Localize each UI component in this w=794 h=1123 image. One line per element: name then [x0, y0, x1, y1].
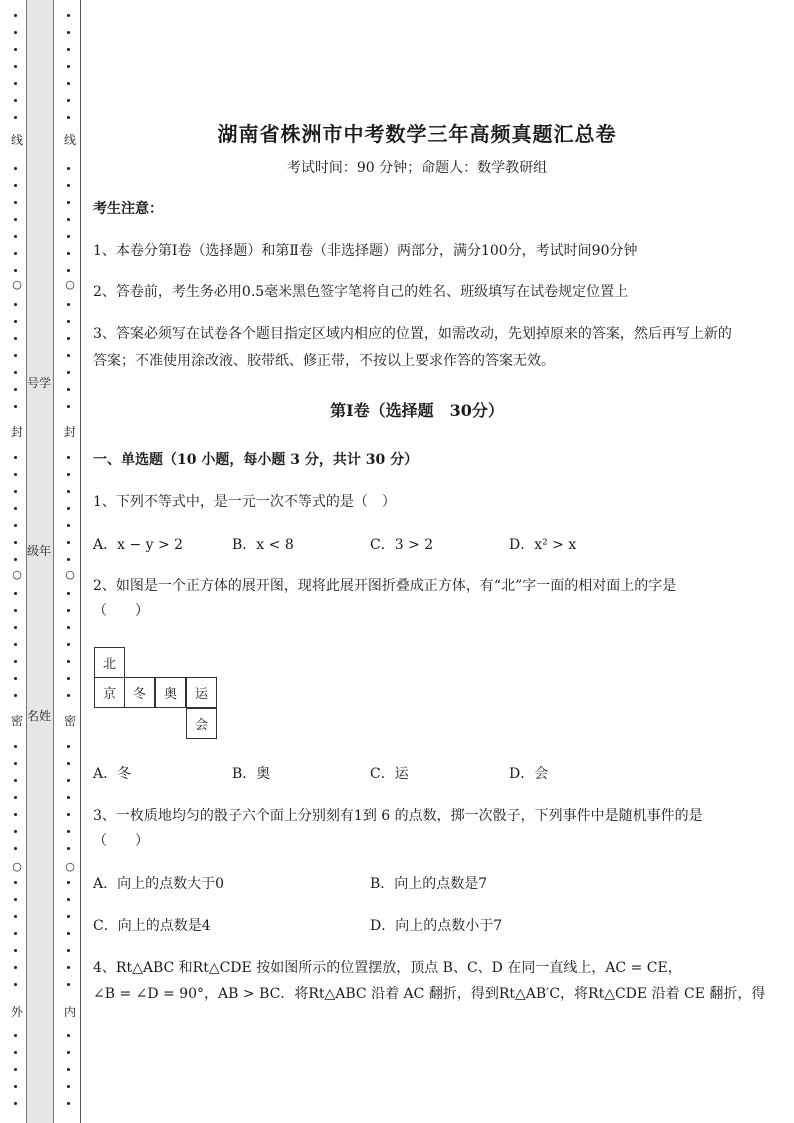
binding-dot [67, 116, 70, 119]
binding-dot [67, 303, 70, 306]
binding-dot [67, 779, 70, 782]
binding-dot [67, 405, 70, 408]
q2-option-d: D．会 [509, 766, 549, 782]
binding-dot [14, 252, 17, 255]
question-3-stem-cont: （ ） [93, 833, 149, 849]
binding-dot [14, 524, 17, 527]
binding-dot [14, 694, 17, 697]
binding-dot [67, 847, 70, 850]
inner-mark-6: ○ [63, 860, 77, 874]
q1-option-c: C．3 > 2 [370, 537, 434, 553]
binding-dot [67, 1068, 70, 1071]
binding-border-line [80, 0, 81, 1123]
q1-option-b: B．x < 8 [232, 537, 294, 553]
exam-info: 考试时间：90 分钟；命题人：数学教研组 [286, 160, 548, 176]
q2-option-c: C．运 [370, 766, 409, 782]
binding-dot [67, 813, 70, 816]
binding-dot [67, 269, 70, 272]
field-name: 名姓 [26, 709, 51, 723]
question-3-stem: 3、一枚质地均匀的骰子六个面上分别刻有1到 6 的点数，掷一次骰子，下列事件中是随机事件的是 [93, 808, 703, 824]
binding-dot [67, 1102, 70, 1105]
question-4-stem-cont: ∠B = ∠D = 90°，AB > BC．将Rt△ABC 沿着 AC 翻折，得到Rt△AB′C，将Rt△CDE 沿着 CE 翻折，得 [93, 986, 766, 1002]
net-cell-jing: 京 [94, 677, 125, 708]
notice-item-1: 1、本卷分第Ⅰ卷（选择题）和第Ⅱ卷（非选择题）两部分，满分100分，考试时间90分钟 [93, 243, 638, 259]
q3-option-d: D．向上的点数小于7 [370, 918, 503, 934]
binding-dot [67, 48, 70, 51]
binding-dot [14, 898, 17, 901]
binding-dot [67, 473, 70, 476]
field-exam-number: 号学 [26, 376, 51, 390]
binding-margin [0, 0, 84, 1123]
inner-mark-2: ○ [63, 278, 77, 292]
binding-dot [14, 830, 17, 833]
binding-dot [14, 881, 17, 884]
binding-dot [67, 609, 70, 612]
outer-mark-1: 线 [10, 133, 23, 147]
outer-mark-3: 封 [10, 425, 23, 439]
notice-heading: 考生注意： [93, 201, 163, 217]
binding-dot [67, 167, 70, 170]
inner-mark-5: 密 [63, 714, 76, 728]
binding-dot [14, 490, 17, 493]
binding-dot [67, 524, 70, 527]
binding-dot [14, 116, 17, 119]
page-title: 湖南省株洲市中考数学三年高频真题汇总卷 [217, 122, 617, 146]
binding-dot [67, 235, 70, 238]
binding-dot [14, 779, 17, 782]
binding-dot [14, 626, 17, 629]
binding-dot [14, 1034, 17, 1037]
binding-dot [67, 184, 70, 187]
binding-dot [14, 218, 17, 221]
binding-dot [14, 762, 17, 765]
binding-dot [14, 388, 17, 391]
inner-mark-7: 内 [63, 1005, 76, 1019]
binding-dot [14, 82, 17, 85]
binding-dot [14, 677, 17, 680]
binding-dot [14, 558, 17, 561]
outer-mark-7: 外 [10, 1005, 23, 1019]
inner-dotted-line [63, 0, 75, 1123]
question-4-stem: 4、Rt△ABC 和Rt△CDE 按如图所示的位置摆放，顶点 B、C、D 在同一直线上，AC = CE， [93, 960, 682, 976]
binding-dot [14, 14, 17, 17]
binding-dot [67, 337, 70, 340]
binding-dot [14, 1068, 17, 1071]
outer-mark-6: ○ [10, 860, 24, 874]
binding-dot [67, 915, 70, 918]
binding-dot [14, 1102, 17, 1105]
q3-option-c: C．向上的点数是4 [93, 918, 211, 934]
binding-dot [14, 541, 17, 544]
binding-dot [67, 643, 70, 646]
binding-dot [67, 252, 70, 255]
binding-dot [67, 354, 70, 357]
binding-dot [14, 184, 17, 187]
binding-dot [67, 1085, 70, 1088]
q1-option-a: A．x − y > 2 [93, 537, 184, 553]
binding-dot [67, 949, 70, 952]
question-2-stem: 2、如图是一个正方体的展开图，现将此展开图折叠成正方体，有“北”字一面的相对面上的字是 [93, 578, 677, 594]
q3-option-a: A．向上的点数大于0 [93, 876, 225, 892]
binding-dot [67, 541, 70, 544]
binding-dot [14, 99, 17, 102]
binding-dot [14, 354, 17, 357]
q3-option-b: B．向上的点数是7 [370, 876, 488, 892]
binding-dot [14, 405, 17, 408]
net-cell-hui: 会 [186, 708, 217, 739]
notice-item-2: 2、答卷前，考生务必用0.5毫米黑色签字笔将自己的姓名、班级填写在试卷规定位置上 [93, 284, 629, 300]
binding-dot [14, 507, 17, 510]
section-title: 第Ⅰ卷（选择题 30分） [330, 401, 504, 420]
binding-dot [14, 269, 17, 272]
binding-dot [14, 303, 17, 306]
binding-dot [67, 881, 70, 884]
outer-mark-5: 密 [10, 714, 23, 728]
binding-dot [14, 235, 17, 238]
binding-dot [67, 65, 70, 68]
binding-dot [67, 218, 70, 221]
binding-dot [14, 915, 17, 918]
binding-dot [67, 456, 70, 459]
notice-item-3: 3、答案必须写在试卷各个题目指定区域内相应的位置，如需改动，先划掉原来的答案，然后再写上新的答案；不准使用涂改液、胶带纸、修正带，不按以上要求作答的答案无效。 [93, 326, 732, 369]
binding-dot [67, 966, 70, 969]
binding-dot [67, 558, 70, 561]
binding-dot [14, 1085, 17, 1088]
binding-dot [14, 48, 17, 51]
binding-dot [67, 932, 70, 935]
q1-option-d: D．x² > x [509, 537, 577, 553]
binding-dot [67, 745, 70, 748]
binding-dot [67, 983, 70, 986]
binding-dot [14, 643, 17, 646]
binding-dot [14, 473, 17, 476]
question-2-stem-cont: （ ） [93, 603, 149, 619]
binding-dot [14, 983, 17, 986]
binding-dot [14, 949, 17, 952]
outer-dotted-line [10, 0, 22, 1123]
student-info-strip [26, 0, 54, 1123]
binding-dot [14, 456, 17, 459]
binding-dot [14, 796, 17, 799]
binding-dot [14, 320, 17, 323]
field-class: 级年 [26, 544, 51, 558]
binding-dot [67, 762, 70, 765]
binding-dot [14, 813, 17, 816]
binding-dot [67, 507, 70, 510]
binding-dot [14, 1051, 17, 1054]
binding-dot [67, 371, 70, 374]
binding-dot [67, 796, 70, 799]
binding-dot [67, 1034, 70, 1037]
binding-dot [67, 388, 70, 391]
binding-dot [14, 167, 17, 170]
part-heading: 一、单选题（10 小题，每小题 3 分，共计 30 分） [93, 452, 419, 468]
binding-dot [67, 99, 70, 102]
binding-dot [67, 490, 70, 493]
inner-mark-4: ○ [63, 568, 77, 582]
binding-dot [14, 609, 17, 612]
inner-mark-1: 线 [63, 133, 76, 147]
binding-dot [14, 847, 17, 850]
binding-dot [14, 966, 17, 969]
binding-dot [67, 1051, 70, 1054]
net-cell-ao: 奥 [155, 677, 186, 708]
net-cell-bei: 北 [94, 647, 125, 678]
binding-dot [14, 337, 17, 340]
binding-dot [14, 31, 17, 34]
q2-option-a: A．冬 [93, 766, 132, 782]
binding-dot [14, 932, 17, 935]
binding-dot [14, 201, 17, 204]
binding-dot [67, 201, 70, 204]
binding-dot [14, 371, 17, 374]
binding-dot [67, 694, 70, 697]
binding-dot [67, 626, 70, 629]
binding-dot [67, 898, 70, 901]
q2-option-b: B．奥 [232, 766, 271, 782]
binding-dot [67, 320, 70, 323]
binding-dot [14, 745, 17, 748]
binding-dot [67, 31, 70, 34]
net-cell-dong: 冬 [124, 677, 155, 708]
binding-dot [67, 677, 70, 680]
binding-dot [14, 660, 17, 663]
inner-mark-3: 封 [63, 425, 76, 439]
binding-dot [14, 65, 17, 68]
binding-dot [67, 830, 70, 833]
question-1-stem: 1、下列不等式中，是一元一次不等式的是（ ） [93, 494, 396, 510]
binding-dot [67, 14, 70, 17]
binding-dot [67, 592, 70, 595]
outer-mark-4: ○ [10, 568, 24, 582]
binding-dot [67, 82, 70, 85]
outer-mark-2: ○ [10, 278, 24, 292]
binding-dot [14, 592, 17, 595]
binding-dot [67, 660, 70, 663]
net-cell-yun: 运 [186, 677, 217, 708]
